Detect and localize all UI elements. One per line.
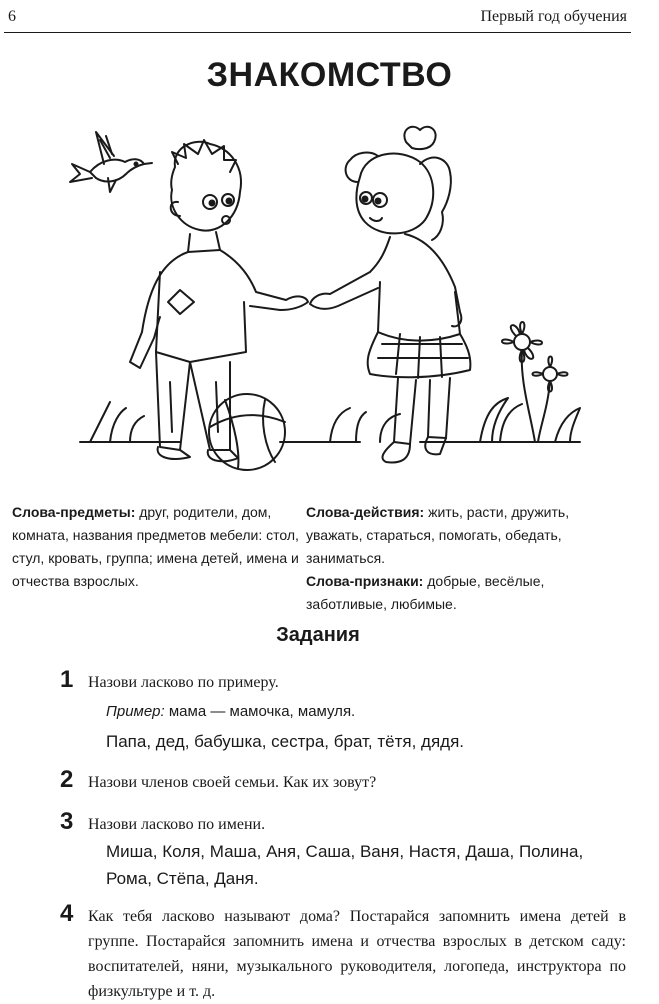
- bird-drawing: [70, 132, 152, 192]
- task-3-number: 3: [60, 808, 74, 835]
- task-3-text: Назови ласково по имени.: [88, 816, 266, 833]
- task-1-words: Папа, дед, бабушка, сестра, брат, тётя, дядя.: [106, 732, 465, 751]
- example-label: Пример:: [106, 703, 165, 720]
- example-text: мама — мамочка, мамуля.: [164, 703, 356, 720]
- vocab-objects-label: Слова-предметы:: [12, 504, 136, 520]
- tasks-heading: Задания: [276, 624, 360, 646]
- task-1-text: Назови ласково по примеру.: [88, 674, 279, 691]
- running-head: Первый год обучения: [480, 8, 627, 25]
- vocab-objects-text: друг, родители, дом, комната, названия предметов мебели: стол, стул, кровать, группа; имена детей, имена и отчества взрослых.: [12, 504, 299, 589]
- task-3-words: Миша, Коля, Маша, Аня, Саша, Ваня, Настя, Даша, Полина, Рома, Стёпа, Даня.: [106, 842, 584, 888]
- task-4-text: Как тебя ласково называют дома? Постарайся запомнить имена детей в группе. Постарайся запомнить имена и отчества взрослых в детском саду: воспитателей, няни, музыкального руководителя, логопеда, инструктора по физкультуре и т. д.: [88, 908, 626, 1000]
- boy-drawing: [130, 140, 308, 461]
- task-2-number: 2: [60, 766, 74, 793]
- vocab-actions-label: Слова-действия:: [306, 504, 425, 520]
- flowers-drawing: [480, 322, 580, 442]
- header-rule: [4, 32, 631, 33]
- ball-drawing: [209, 394, 285, 470]
- page-number: 6: [8, 8, 16, 25]
- vocab-actions-features: [306, 501, 626, 616]
- task-2-text: Назови членов своей семьи. Как их зовут?: [88, 774, 377, 791]
- task-1-number: 1: [60, 666, 74, 693]
- task-1-example: [106, 703, 355, 720]
- vocab-features-text: добрые, весёлые, заботливые, любимые.: [306, 573, 545, 612]
- task-4-number: 4: [60, 900, 74, 927]
- page-title: ЗНАКОМСТВО: [206, 56, 453, 94]
- children-illustration: [60, 112, 600, 487]
- vocab-objects: [12, 501, 300, 593]
- vocab-actions-text: жить, расти, дружить, уважать, стараться, помогать, обедать, заниматься.: [306, 504, 570, 566]
- girl-drawing: [310, 127, 470, 463]
- vocab-features-label: Слова-признаки:: [306, 573, 424, 589]
